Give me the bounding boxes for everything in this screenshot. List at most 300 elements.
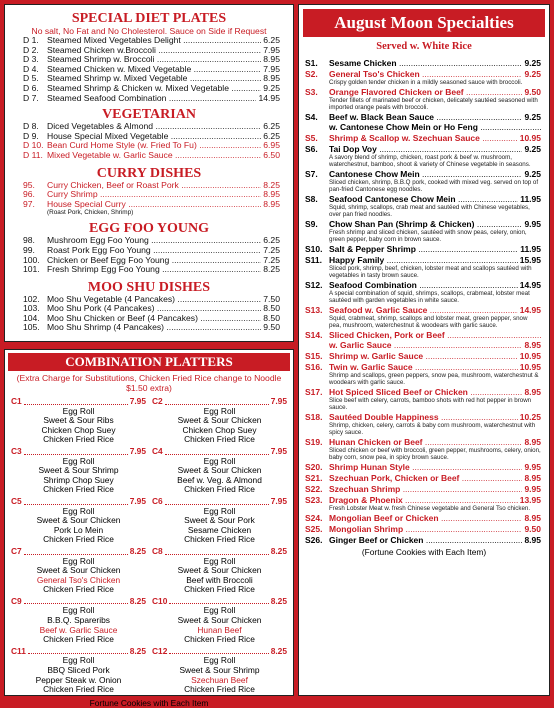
specialty-line: [305, 330, 541, 340]
combo-leader: [24, 447, 128, 455]
specialty-item: [299, 351, 549, 361]
combo-number: C12: [152, 645, 168, 656]
specialty-line: [305, 144, 541, 154]
combo-item: [152, 447, 287, 495]
specialty-description: Sliced pork, shrimp, beef, chicken, lobster meat and scallops sautéed with vegetables in tasty brown sauce.: [329, 265, 532, 279]
combo-line: Szechuan Beef: [191, 674, 248, 685]
combo-line: Chicken Fried Rice: [184, 584, 255, 595]
specialty-price: 8.95: [524, 387, 541, 397]
specialty-price: 13.95: [519, 495, 541, 505]
specialty-name: Tai Dop Voy .....: [329, 144, 522, 154]
specialty-line: [305, 535, 541, 545]
item-number: 98.: [23, 235, 35, 246]
combo-line: Sweet & Sour Chicken: [36, 565, 121, 576]
combo-price: 7.95: [270, 495, 287, 506]
specialty-price: 14.95: [519, 305, 541, 315]
combo-line: Egg Roll: [203, 655, 236, 666]
diet-list: [5, 36, 293, 103]
specialty-item: [299, 535, 549, 545]
combo-line: Chicken Fried Rice: [43, 434, 114, 445]
specialty-number: S16.: [305, 362, 323, 372]
specialty-item: [299, 144, 549, 168]
combo-line: Sweet & Sour Chicken: [177, 415, 262, 426]
specialties-panel: [298, 4, 550, 696]
combo-line: Sweet & Sour Chicken: [177, 565, 262, 576]
combination-panel: [4, 349, 294, 708]
specialty-number: S17.: [305, 387, 323, 397]
combo-line: Shrimp Chop Suey: [43, 474, 114, 485]
specialty-item: [299, 524, 549, 534]
specialty-item: [299, 362, 549, 386]
menu-item: [5, 323, 293, 333]
combo-line: Chicken Fried Rice: [184, 434, 255, 445]
menu-item: [5, 36, 293, 46]
specialty-name: Seafood w. Garlic Sauce .....: [329, 305, 518, 315]
item-number: 100.: [23, 254, 40, 265]
specialty-number: S14.: [305, 330, 323, 340]
combo-line: Beef w. Garlic Sauce: [39, 624, 118, 635]
specialty-line: [305, 69, 541, 79]
combo-number: C9: [11, 595, 22, 606]
moo-shu-title: MOO SHU DISHES: [87, 279, 211, 295]
specialty-number: S4.: [305, 112, 318, 122]
item-number: 102.: [23, 293, 40, 304]
combo-price: 7.95: [129, 495, 146, 506]
menu-item: [5, 304, 293, 314]
specialty-price: 10.25: [519, 412, 541, 422]
item-price: 8.50: [263, 303, 280, 314]
menu-item: [5, 246, 293, 256]
specialty-item: [299, 437, 549, 461]
specialty-number: S7.: [305, 169, 318, 179]
combo-leader: [165, 397, 269, 405]
item-number: D 9.: [23, 130, 39, 141]
specialty-name: Cantonese Chow Mein .....: [329, 169, 522, 179]
item-name: Steamed Chicken w. Mixed Vegetable .....: [47, 65, 261, 75]
specialties-footer: (Fortune Cookies with Each Item): [361, 547, 487, 557]
specialties-list: [299, 58, 549, 545]
specialty-number: S13.: [305, 305, 323, 315]
item-name: House Special Mixed Vegetable .....: [47, 132, 261, 142]
specialty-number: S10.: [305, 244, 323, 254]
specialty-item: [299, 412, 549, 436]
combo-item: [152, 497, 287, 545]
specialty-number: S6.: [305, 144, 318, 154]
specialty-item: [299, 513, 549, 523]
specialty-item: [299, 69, 549, 86]
item-number: 101.: [23, 264, 40, 275]
item-price: 14.95: [258, 92, 280, 103]
item-number: D 10.: [23, 140, 44, 151]
combo-line: Sweet & Sour Pork: [184, 515, 255, 526]
item-price: 6.25: [263, 121, 280, 132]
item-number: D 3.: [23, 54, 39, 65]
item-number: 103.: [23, 303, 40, 314]
specialty-name: Sliced Chicken, Pork or Beef .....: [329, 330, 541, 340]
specialty-number: S5.: [305, 133, 318, 143]
combo-number: C4: [152, 445, 163, 456]
combo-number: C7: [11, 545, 22, 556]
item-name: Diced Vegetables & Almond .....: [47, 122, 261, 132]
specialty-price: 15.95: [519, 255, 541, 265]
combo-price: 8.25: [129, 595, 146, 606]
specialties-subtitle: Served w. White Rice: [376, 41, 472, 52]
combo-number: C6: [152, 495, 163, 506]
combo-price: 7.95: [129, 445, 146, 456]
specialty-price: 10.95: [519, 351, 541, 361]
item-number: D 8.: [23, 121, 39, 132]
combo-line: Chicken Fried Rice: [184, 634, 255, 645]
combo-line: Egg Roll: [62, 405, 95, 416]
egg-foo-young-list: [5, 236, 293, 274]
item-price: 7.25: [263, 244, 280, 255]
specialty-item: [299, 330, 549, 350]
specialty-number: S3.: [305, 87, 318, 97]
specialty-item: [299, 219, 549, 243]
combo-line: Sweet & Sour Shrimp: [179, 665, 260, 676]
combo-price: 7.95: [270, 445, 287, 456]
diet-note: No salt, No Fat and No Cholesterol. Sauce on Side if Request: [31, 26, 267, 36]
combo-item: [11, 547, 146, 595]
item-name: Mushroom Egg Foo Young .....: [47, 236, 261, 246]
item-price: 8.95: [263, 189, 280, 200]
combo-line: Chicken Fried Rice: [43, 684, 114, 695]
item-name: Chicken or Beef Egg Foo Young .....: [47, 256, 261, 266]
specialty-description: Sliced chicken, shrimp, B.B.Q pork, cooked with mixed veg. served on top of pan-fried Cantonese egg noodles.: [329, 179, 539, 193]
vegetarian-title: VEGETARIAN: [102, 107, 196, 123]
moo-shu-list: [5, 295, 293, 333]
specialty-line: [305, 437, 541, 447]
item-price: 8.25: [263, 264, 280, 275]
item-number: D 11.: [23, 149, 43, 160]
combo-line: Egg Roll: [62, 455, 95, 466]
menu-item: [5, 151, 293, 161]
combo-leader: [24, 547, 128, 555]
specialty-number: S12.: [305, 280, 323, 290]
specialty-item: [299, 169, 549, 193]
specialty-item: [299, 112, 549, 132]
specialty-line: [305, 305, 541, 315]
item-number: 96.: [23, 189, 35, 200]
specialty-number: S22.: [305, 484, 323, 494]
item-price: 6.50: [263, 149, 280, 160]
combo-number: C10: [152, 595, 168, 606]
specialty-price: 8.95: [524, 513, 541, 523]
combo-leader: [165, 497, 269, 505]
combo-line: Chicken Chop Suey: [182, 424, 257, 435]
menu-item: [5, 295, 293, 305]
specialty-number: S20.: [305, 462, 323, 472]
combo-item: [152, 647, 287, 695]
item-name: Steamed Seafood Combination .....: [47, 94, 256, 104]
diet-title: SPECIAL DIET PLATES: [71, 11, 227, 26]
specialty-price: 8.95: [524, 437, 541, 447]
specialty-description: Squid, crabmeat, shrimp, scallops and lobster meat, green pepper, snow pea, mushroom, waterchestnut & woodears with garlic sauce.: [329, 315, 528, 329]
item-name: Mixed Vegetable w. Garlic Sauce .....: [47, 151, 261, 161]
specialty-number: S8.: [305, 194, 318, 204]
specialty-item: [299, 280, 549, 304]
specialty-item: [299, 305, 549, 329]
item-number: 97.: [23, 198, 35, 209]
specialty-line: [305, 133, 541, 143]
combo-price: 8.25: [129, 545, 146, 556]
combo-price: 7.95: [270, 396, 287, 406]
item-number: 95.: [23, 179, 35, 190]
menu-item: [5, 181, 293, 191]
specialty-description: Sliced chicken or beef with broccoli, green pepper, mushrooms, celery, onion, baby corn, snow pea, in spicy brown sauce.: [329, 447, 541, 461]
combo-price: 8.25: [129, 645, 146, 656]
combo-line: Pork Lo Mein: [53, 524, 104, 535]
item-price: 6.95: [263, 140, 280, 151]
item-name: Steamed Shrimp w. Mixed Vegetable .....: [47, 74, 261, 84]
item-price: 7.95: [263, 44, 280, 55]
item-name: Roast Pork Egg Foo Young .....: [47, 246, 261, 256]
combo-line: Chicken Fried Rice: [43, 534, 114, 545]
specialty-number: S24.: [305, 513, 323, 523]
combo-line: Egg Roll: [62, 555, 95, 566]
specialty-price: 10.95: [519, 362, 541, 372]
item-name: Curry Chicken, Beef or Roast Pork .....: [47, 181, 261, 191]
menu-item: [5, 65, 293, 75]
combo-item: [11, 397, 146, 445]
left-menu-panel: [4, 4, 294, 342]
item-price: 6.25: [263, 35, 280, 45]
combo-item: [11, 497, 146, 545]
specialty-line: [305, 524, 541, 534]
specialty-description: Tender fillets of marinated beef or chicken, delicately sautéed seasoned with imported orange peals with broccoli.: [329, 97, 538, 111]
combo-line: Chicken Fried Rice: [43, 634, 114, 645]
item-name: Moo Shu Shrimp (4 Pancakes) .....: [47, 323, 261, 333]
menu-item: [5, 200, 293, 210]
combo-line: Chicken Fried Rice: [43, 484, 114, 495]
specialty-name: Mongolian Beef or Chicken .....: [329, 513, 522, 523]
specialty-subline: [305, 122, 541, 132]
combo-number: C5: [11, 495, 22, 506]
menu-item: [5, 190, 293, 200]
combo-line: Hunan Beef: [197, 624, 242, 635]
combo-price: 7.95: [129, 396, 146, 406]
specialty-item: [299, 58, 549, 68]
menu-item: [5, 55, 293, 65]
specialty-name: Dragon & Phoenix .....: [329, 495, 518, 505]
combo-leader: [24, 497, 128, 505]
item-name: Bean Curd Home Style (w. Fried To Fu) .....: [47, 141, 261, 151]
item-price: 9.25: [263, 82, 280, 93]
combination-note: (Extra Charge for Substitutions, Chicken Fried Rice change to Noodle $1.50 extra): [16, 373, 282, 393]
curry-list: [5, 181, 293, 210]
specialty-name: Orange Flavored Chicken or Beef .....: [329, 87, 522, 97]
combo-line: Chicken Fried Rice: [184, 534, 255, 545]
menu-item: [5, 236, 293, 246]
specialty-line: [305, 219, 541, 229]
item-price: 8.25: [263, 179, 280, 190]
combo-leader: [24, 597, 128, 605]
specialty-number: S18.: [305, 412, 323, 422]
item-name: Steamed Chicken w.Broccoli .....: [47, 46, 261, 56]
combo-number: C8: [152, 545, 163, 556]
specialty-description: A special combination of squid, shrimps, scallops, crabmeat, lobster meat sautéed with garden vegetables in white sauce.: [329, 290, 530, 304]
item-price: 7.25: [263, 254, 280, 265]
specialty-subname: w. Cantonese Chow Mein or Ho Feng .....: [329, 122, 541, 132]
combo-line: General Tso's Chicken: [36, 574, 121, 585]
specialty-line: [305, 255, 541, 265]
specialty-name: Shrimp w. Garlic Sauce .....: [329, 351, 518, 361]
curry-title: CURRY DISHES: [96, 165, 202, 181]
specialty-item: [299, 194, 549, 218]
specialty-price: 9.50: [524, 524, 541, 534]
specialty-item: [299, 133, 549, 143]
specialty-line: [305, 484, 541, 494]
specialty-description: Shrimp and scallops, green peppers, snow pea, mushroom, waterchestnut & woodears with garlic sauce.: [329, 372, 539, 386]
specialty-name: General Tso's Chicken .....: [329, 69, 522, 79]
item-name: Curry Shrimp .....: [47, 190, 261, 200]
item-name: Fresh Shrimp Egg Foo Young .....: [47, 265, 261, 275]
specialty-line: [305, 412, 541, 422]
item-price: 6.25: [263, 130, 280, 141]
specialty-item: [299, 244, 549, 254]
item-number: D 4.: [23, 63, 39, 74]
combo-line: Chicken Fried Rice: [184, 684, 255, 695]
combo-item: [11, 647, 146, 695]
combo-leader: [169, 597, 268, 605]
specialty-name: Szechuan Pork, Chicken or Beef .....: [329, 473, 522, 483]
combo-item: [152, 397, 287, 445]
item-price: 8.95: [263, 54, 280, 65]
specialty-line: [305, 280, 541, 290]
specialty-item: [299, 473, 549, 483]
item-price: 6.25: [263, 235, 280, 246]
specialty-number: S15.: [305, 351, 323, 361]
specialty-line: [305, 387, 541, 397]
combination-grid: [5, 397, 293, 697]
specialty-price: 9.95: [524, 484, 541, 494]
specialty-line: [305, 87, 541, 97]
specialty-line: [305, 362, 541, 372]
specialty-number: S9.: [305, 219, 318, 229]
specialty-subname: w. Garlic Sauce .....: [329, 340, 522, 350]
combo-number: C11: [11, 645, 26, 656]
specialty-line: [305, 495, 541, 505]
combo-line: Egg Roll: [203, 455, 236, 466]
item-name: House Special Curry .....: [47, 200, 261, 210]
menu-item: [5, 94, 293, 104]
combo-item: [152, 547, 287, 595]
specialty-number: S26.: [305, 535, 323, 545]
combo-line: Sweet & Sour Shrimp: [38, 465, 119, 476]
specialty-price: 8.95: [524, 473, 541, 483]
specialty-name: Shrimp & Scallop w. Szechuan Sauce .....: [329, 133, 518, 143]
specialty-line: [305, 473, 541, 483]
menu-item: [5, 256, 293, 266]
specialty-item: [299, 387, 549, 411]
specialty-name: Hunan Chicken or Beef .....: [329, 437, 522, 447]
combo-line: Beef with Broccoli: [186, 574, 253, 585]
specialty-price: 14.95: [519, 280, 541, 290]
combo-item: [11, 447, 146, 495]
combo-leader: [169, 647, 268, 655]
specialty-subline: [305, 340, 541, 350]
specialty-number: S21.: [305, 473, 323, 483]
item-number: 105.: [23, 322, 40, 333]
combo-number: C1: [11, 396, 22, 406]
specialty-name: Seafood Cantonese Chow Mein .....: [329, 194, 518, 204]
specialty-name: Szechuan Shrimp .....: [329, 484, 522, 494]
specialty-price: 9.25: [524, 112, 541, 122]
specialty-description: Squid, shrimp, scallops, crab meat and sautéed with Chinese vegetables, over pan fried noodles.: [329, 204, 530, 218]
combo-line: Beef w. Veg. & Almond: [177, 474, 262, 485]
specialty-price: 11.95: [520, 194, 541, 204]
specialty-name: Seafood Combination .....: [329, 280, 518, 290]
combo-line: Egg Roll: [62, 605, 95, 616]
specialty-name: Shrimp Hunan Style .....: [329, 462, 522, 472]
specialty-price: 9.25: [524, 169, 541, 179]
specialty-name: Mongolian Shrimp .....: [329, 524, 522, 534]
combo-line: Sweet & Sour Ribs: [43, 415, 114, 426]
specialty-item: [299, 462, 549, 472]
menu-item: [5, 46, 293, 56]
specialty-line: [305, 169, 541, 179]
combo-leader: [165, 447, 269, 455]
specialty-name: Hot Spiced Sliced Beef or Chicken .....: [329, 387, 522, 397]
combo-item: [152, 597, 287, 645]
specialty-price: 9.50: [524, 87, 541, 97]
combo-item: [11, 597, 146, 645]
specialty-price: 10.95: [519, 133, 541, 143]
combo-line: Sweet & Sour Chicken: [177, 465, 262, 476]
specialty-price: 9.95: [524, 462, 541, 472]
combo-line: Chicken Fried Rice: [184, 484, 255, 495]
item-price: 9.50: [263, 322, 280, 333]
specialty-line: [305, 58, 541, 68]
specialty-description: A savory blend of shrimp, chicken, roast pork & beef w. mushroom, waterchestnut, bamboo, shoot & variety of Chinese vegetable in seasons.: [329, 154, 531, 168]
specialty-description: Fresh shrimp and sliced chicken, sautéed with snow peas, celery, onion, green pepper, baby corn in brown sauce.: [329, 229, 527, 243]
specialty-line: [305, 513, 541, 523]
item-price: 7.50: [263, 293, 280, 304]
specialty-description: Shrimp, chicken, celery, carrots & baby corn mushroom, waterchestnut with spicy sauce.: [329, 422, 536, 436]
combo-line: Egg Roll: [203, 555, 236, 566]
combo-leader: [28, 647, 128, 655]
item-name: Steamed Mixed Vegetables Delight .....: [47, 36, 261, 46]
specialty-number: S11.: [305, 255, 323, 265]
specialty-number: S1.: [305, 58, 318, 68]
item-number: D 2.: [23, 44, 39, 55]
item-price: 8.95: [263, 73, 280, 84]
item-price: 8.50: [263, 312, 280, 323]
menu-item: [5, 265, 293, 275]
combo-price: 8.25: [270, 545, 287, 556]
combo-line: Pepper Steak w. Onion: [35, 674, 122, 685]
combo-leader: [165, 547, 269, 555]
specialty-description: Slice beef with celery, carrots, bamboo shots with red hot pepper in brown sauce.: [329, 397, 532, 411]
combo-line: Sesame Chicken: [187, 524, 252, 535]
specialty-subprice: 8.95: [524, 340, 541, 350]
specialty-item: [299, 495, 549, 512]
egg-foo-young-title: EGG FOO YOUNG: [88, 221, 210, 237]
vegetarian-list: [5, 122, 293, 160]
item-number: D 7.: [23, 92, 39, 103]
menu-item: [5, 314, 293, 324]
specialty-name: Ginger Beef or Chicken .....: [329, 535, 522, 545]
specialty-line: [305, 351, 541, 361]
specialty-name: Twin w. Garlic Sauce .....: [329, 362, 518, 372]
combination-footer: Fortune Cookies with Each Item: [89, 697, 209, 708]
specialty-item: [299, 87, 549, 111]
menu-item: [5, 74, 293, 84]
specialty-price: 9.25: [524, 144, 541, 154]
specialty-name: Sautéed Double Happiness .....: [329, 412, 518, 422]
specialty-price: 9.25: [524, 58, 541, 68]
specialty-line: [305, 194, 541, 204]
